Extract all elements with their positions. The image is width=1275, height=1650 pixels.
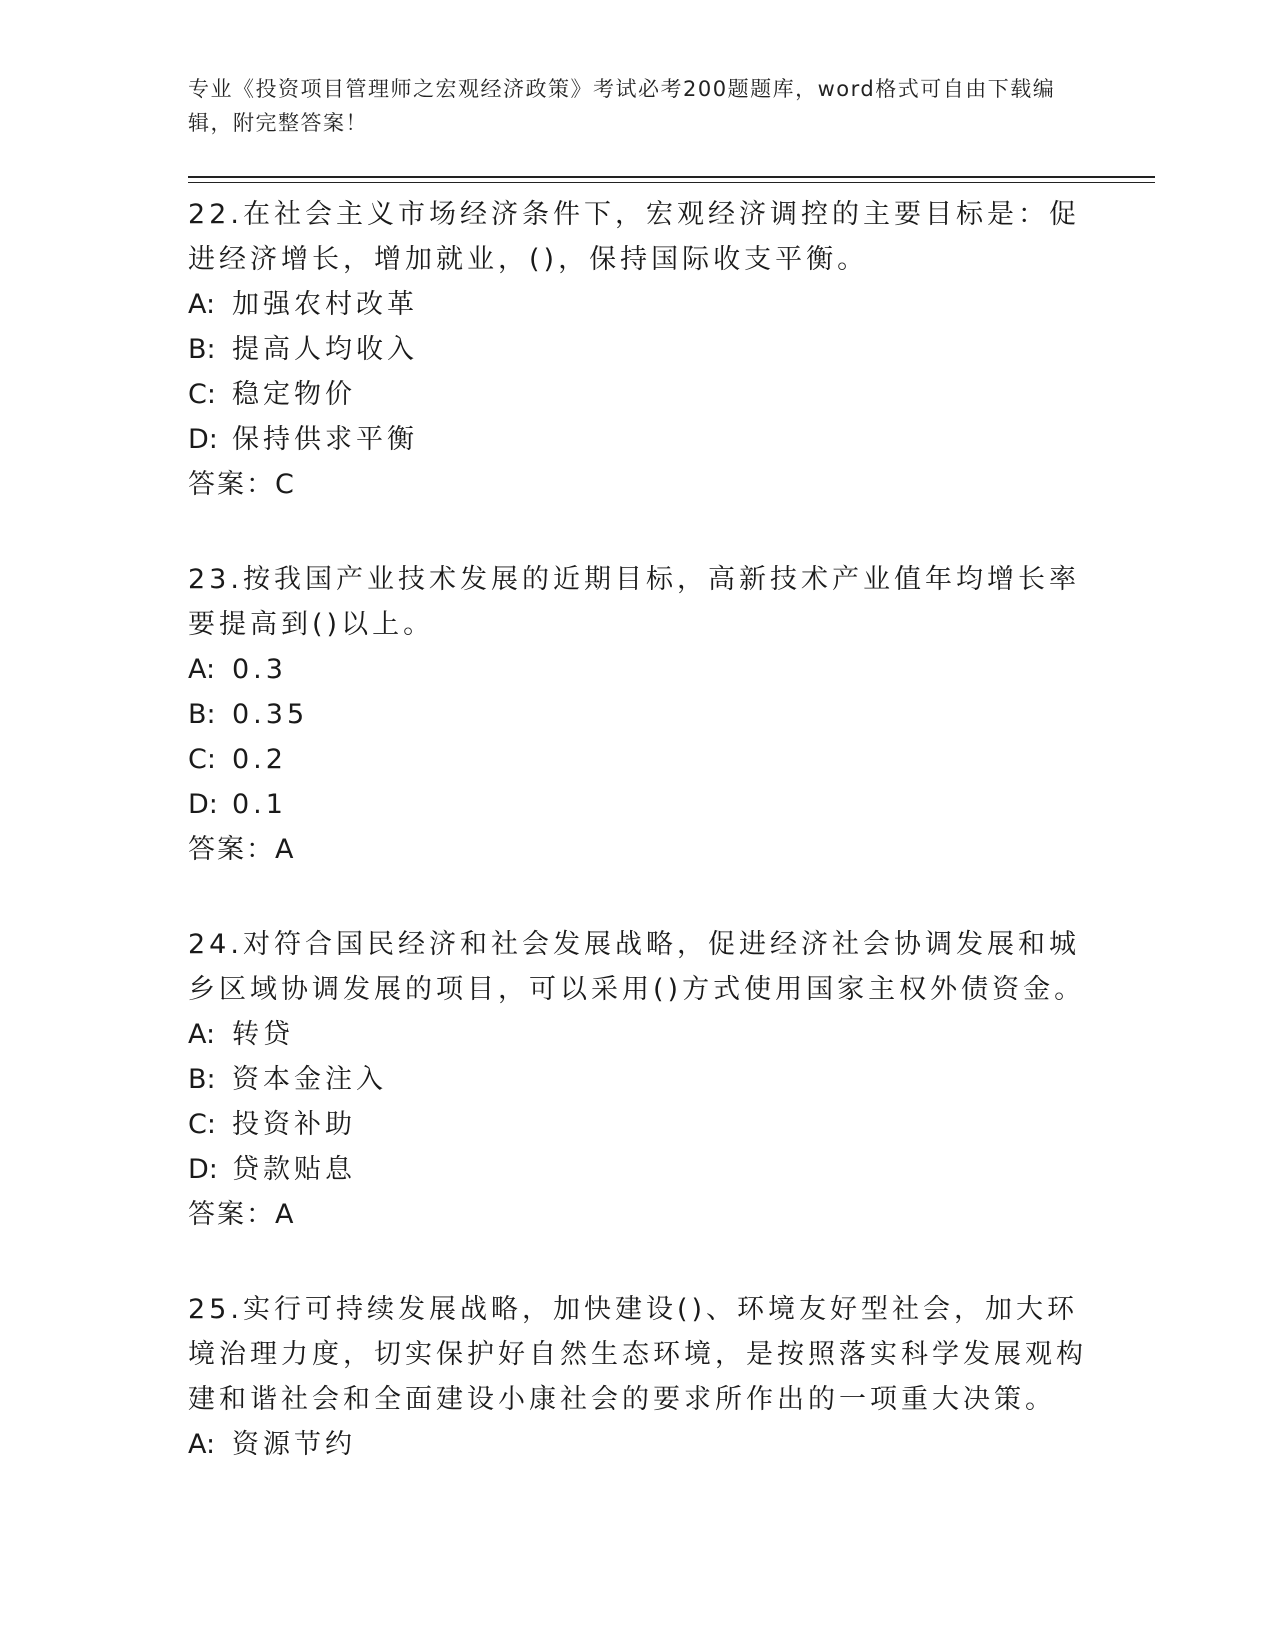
document-header: 专业《投资项目管理师之宏观经济政策》考试必考200题题库，word格式可自由下载编辑，附完整答案！ [188, 77, 1056, 135]
option-letter: A: [188, 1429, 216, 1460]
option-letter: A: [188, 1019, 216, 1050]
option-text: 保持供求平衡 [232, 424, 418, 455]
question-stem: 25.实行可持续发展战略，加快建设()、环境友好型社会，加大环境治理力度，切实保护好自然生态环境，是按照落实科学发展观构建和谐社会和全面建设小康社会的要求所作出的一项重大决策。 [188, 1294, 1087, 1415]
option-text: 转贷 [232, 1019, 294, 1050]
option-letter: A: [188, 289, 216, 320]
option-text: 0.1 [232, 789, 287, 820]
option-c [188, 737, 1088, 782]
option-a [188, 1012, 1088, 1057]
option-letter: A: [188, 654, 216, 685]
option-c [188, 372, 1088, 417]
question-23 [188, 553, 1088, 872]
option-a [188, 647, 1088, 692]
question-stem: 22.在社会主义市场经济条件下，宏观经济调控的主要目标是：促进经济增长，增加就业，()，保持国际收支平衡。 [188, 199, 1080, 275]
option-text: 提高人均收入 [232, 334, 418, 365]
option-text: 投资补助 [232, 1109, 356, 1140]
option-letter: D: [188, 424, 218, 455]
header-divider-thick [188, 176, 1155, 178]
option-letter: B: [188, 699, 216, 730]
question-stem: 24.对符合国民经济和社会发展战略，促进经济社会协调发展和城乡区域协调发展的项目，可以采用()方式使用国家主权外债资金。 [188, 929, 1086, 1005]
option-b [188, 692, 1088, 737]
option-letter: B: [188, 334, 216, 365]
option-a [188, 282, 1088, 327]
question-list [188, 188, 1088, 1513]
option-text: 贷款贴息 [232, 1154, 356, 1185]
option-text: 稳定物价 [232, 379, 356, 410]
answer-line: 答案：C [188, 469, 296, 500]
option-text: 加强农村改革 [232, 289, 418, 320]
option-text: 0.2 [232, 744, 287, 775]
question-25 [188, 1283, 1088, 1467]
option-letter: D: [188, 1154, 218, 1185]
option-letter: B: [188, 1064, 216, 1095]
option-text: 0.3 [232, 654, 287, 685]
option-a [188, 1422, 1088, 1467]
header-divider-thin [188, 182, 1155, 183]
option-d [188, 417, 1088, 462]
answer-line: 答案：A [188, 1199, 296, 1230]
option-b [188, 327, 1088, 372]
answer-line: 答案：A [188, 834, 296, 865]
option-letter: D: [188, 789, 218, 820]
option-c [188, 1102, 1088, 1147]
option-text: 资本金注入 [232, 1064, 387, 1095]
question-24 [188, 918, 1088, 1237]
option-d [188, 1147, 1088, 1192]
option-text: 0.35 [232, 699, 309, 730]
option-letter: C: [188, 744, 216, 775]
option-b [188, 1057, 1088, 1102]
option-text: 资源节约 [232, 1429, 356, 1460]
option-letter: C: [188, 1109, 216, 1140]
option-letter: C: [188, 379, 216, 410]
question-22 [188, 188, 1088, 507]
option-d [188, 782, 1088, 827]
question-stem: 23.按我国产业技术发展的近期目标，高新技术产业值年均增长率要提高到()以上。 [188, 564, 1080, 640]
